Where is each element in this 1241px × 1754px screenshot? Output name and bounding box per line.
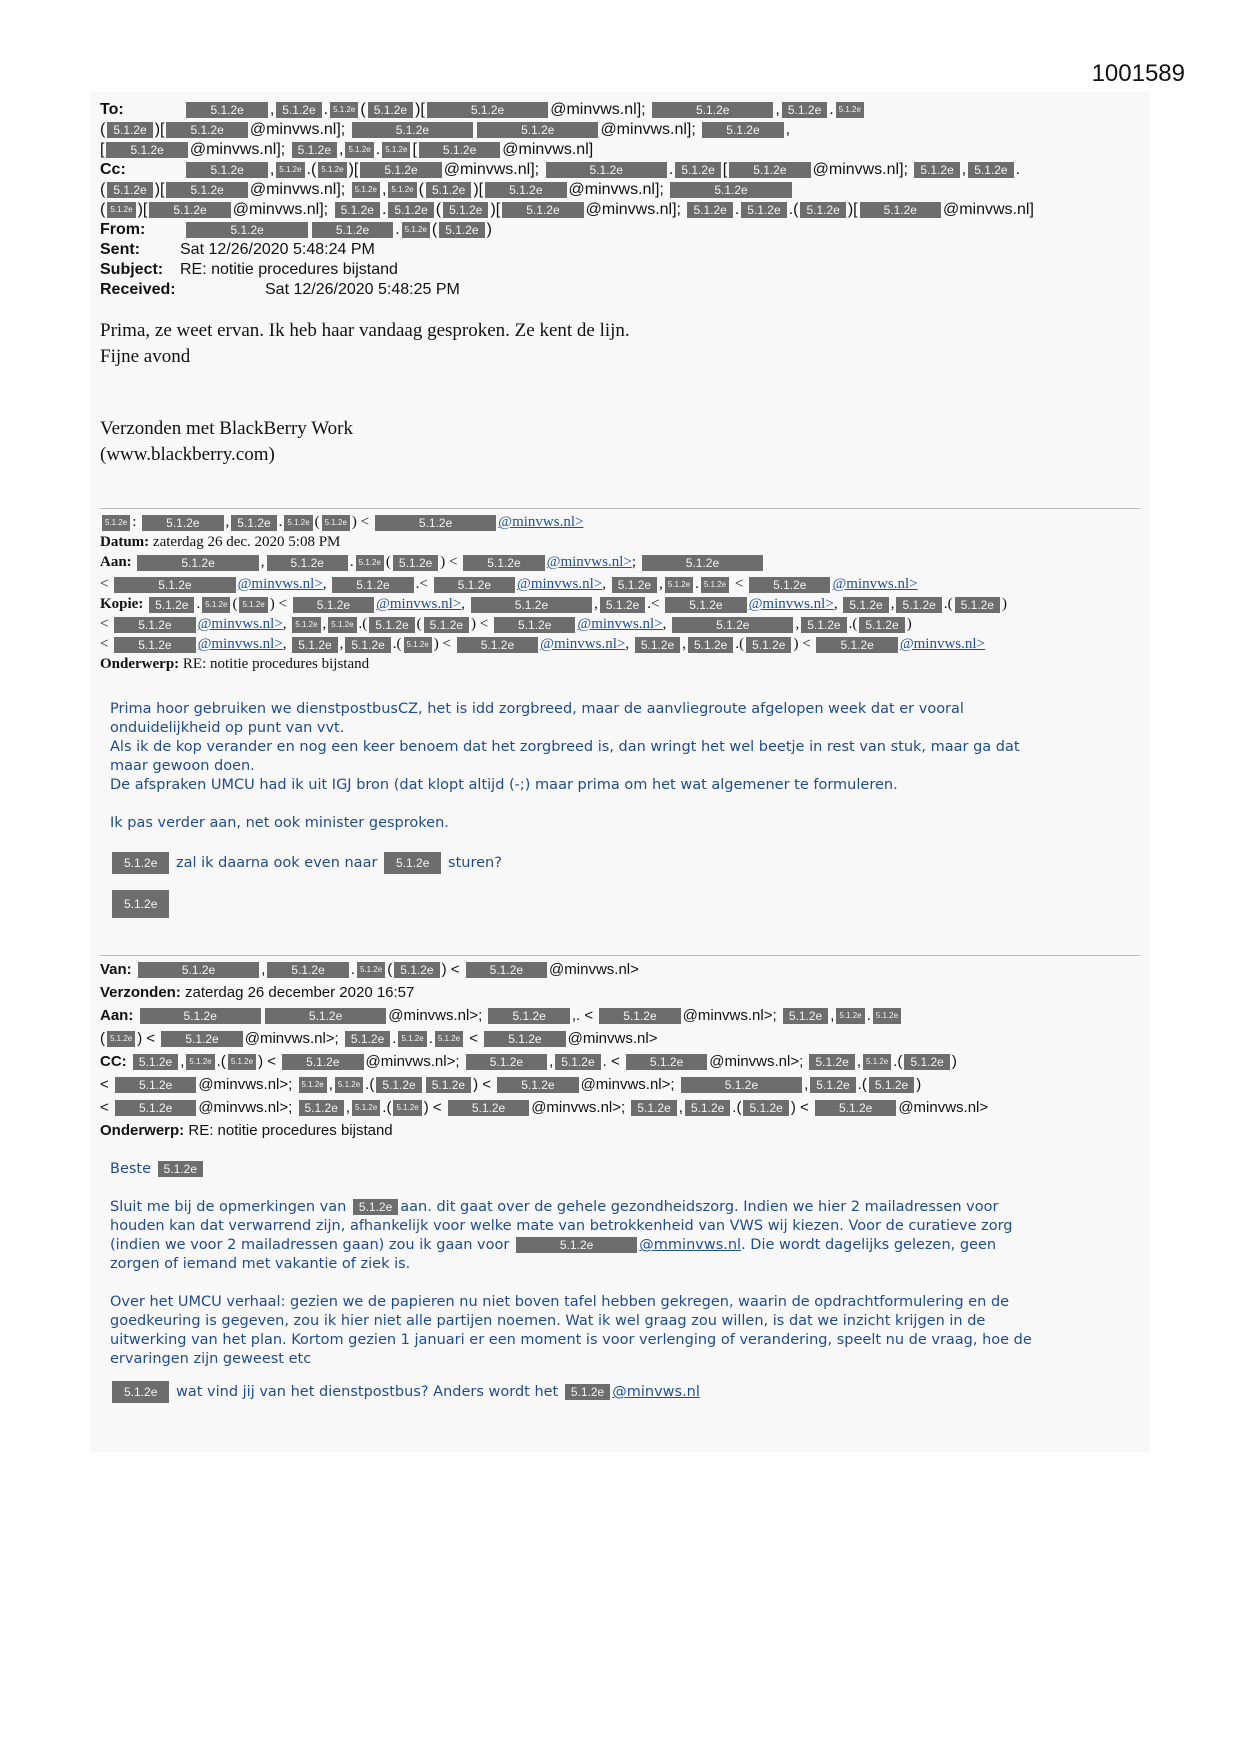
redaction: 5.1.2e xyxy=(800,202,845,218)
signature xyxy=(100,416,353,468)
redaction: 5.1.2e xyxy=(801,617,846,633)
email-domain: @minvws.nl xyxy=(365,1053,447,1070)
email-domain: @minvws.nl xyxy=(942,201,1030,218)
redaction: 5.1.2e xyxy=(138,962,259,978)
onderwerp-label: Onderwerp: xyxy=(100,656,180,672)
redaction: 5.1.2e xyxy=(896,597,941,613)
email-link[interactable]: @minvws.nl> xyxy=(748,596,834,612)
redaction: 5.1.2e xyxy=(484,1031,565,1047)
message-line: Prima, ze weet ervan. Ik heb haar vandaag gesproken. Ze kent de lijn. xyxy=(100,320,630,341)
redaction: 5.1.2e xyxy=(312,222,393,238)
van-email: @minvws.nl> xyxy=(549,961,639,978)
redaction: 5.1.2e xyxy=(332,577,413,593)
kopie-line: Kopie: 5.1.2e . 5.1.2e ( 5.1.2e ) < 5.1.2e @minvws.nl>, 5.1.2e , 5.1.2e .< 5.1.2e @minvws.nl>, 5.1.2e , 5.1.2e .( 5.1.2e ) xyxy=(100,596,1007,612)
redaction: 5.1.2e xyxy=(115,1100,196,1116)
cc-line-3: < 5.1.2e @minvws.nl>; 5.1.2e , 5.1.2e .( 5.1.2e ) < 5.1.2e @minvws.nl>; 5.1.2e , 5.1.2e .( 5.1.2e ) < 5.1.2e @minvws.nl> xyxy=(100,1099,989,1116)
redaction: 5.1.2e xyxy=(477,122,598,138)
redaction: 5.1.2e xyxy=(393,555,438,571)
datum-line xyxy=(100,532,340,552)
aan-label: Aan: xyxy=(100,1007,134,1024)
redaction: 5.1.2e xyxy=(382,142,410,158)
redaction: 5.1.2e xyxy=(186,162,267,178)
aan-line: Aan: 5.1.2e 5.1.2e @minvws.nl>; 5.1.2e ,. < 5.1.2e @minvws.nl>; 5.1.2e , 5.1.2e . 5.1.2e xyxy=(100,1006,903,1026)
van-label: Van: xyxy=(100,961,132,978)
redaction-signature: 5.1.2e xyxy=(112,890,169,918)
to-line-3: [ 5.1.2e @minvws.nl]; 5.1.2e , 5.1.2e . 5.1.2e [ 5.1.2e @minvws.nl] xyxy=(100,141,594,158)
redaction: 5.1.2e xyxy=(107,122,152,138)
redaction: 5.1.2e xyxy=(687,202,732,218)
redaction: 5.1.2e xyxy=(914,162,959,178)
redaction: 5.1.2e xyxy=(873,1008,901,1024)
redaction: 5.1.2e xyxy=(843,597,888,613)
body-line xyxy=(110,1236,1130,1255)
redaction: 5.1.2e xyxy=(299,1100,344,1116)
datum-label: Datum: xyxy=(100,534,150,550)
redaction: 5.1.2e xyxy=(284,515,312,531)
email-link[interactable]: @minvws.nl> xyxy=(899,636,986,652)
body-line xyxy=(110,1381,1130,1403)
redaction: 5.1.2e xyxy=(565,1384,610,1400)
redaction: 5.1.2e xyxy=(665,597,746,613)
greeting-line xyxy=(110,1160,1130,1179)
email-link[interactable]: @minvws.nl> xyxy=(197,616,283,632)
email-link[interactable]: @minvws.nl> xyxy=(237,576,323,592)
kopie-line-3: < 5.1.2e @minvws.nl>, 5.1.2e , 5.1.2e .( 5.1.2e ) < 5.1.2e @minvws.nl>, 5.1.2e , 5.1.2e .( 5.1.2e ) < 5.1.2e @minvws.nl> xyxy=(100,636,986,652)
email-domain: @minvws.nl xyxy=(198,1099,280,1116)
redaction: 5.1.2e xyxy=(107,182,152,198)
redaction: 5.1.2e xyxy=(743,1100,788,1116)
body-line: goedkeuring is gegeven, zou ik hier niet alle partijen noemen. Wat ik wel graag zou willen, is dat we inzicht krijgen in de xyxy=(110,1313,986,1329)
redaction: 5.1.2e xyxy=(741,202,786,218)
redaction: 5.1.2e xyxy=(665,577,693,593)
redaction: 5.1.2e xyxy=(448,1100,529,1116)
redaction: 5.1.2e xyxy=(276,102,321,118)
redaction: 5.1.2e xyxy=(114,617,195,633)
redaction: 5.1.2e xyxy=(265,1008,386,1024)
cc-line-2: ( 5.1.2e )[ 5.1.2e @minvws.nl]; 5.1.2e , 5.1.2e ( 5.1.2e )[ 5.1.2e @minvws.nl]; 5.1.2e xyxy=(100,180,794,200)
redaction: 5.1.2e xyxy=(356,555,384,571)
email-domain: @minvws.nl xyxy=(443,161,531,178)
cc-label: Cc: xyxy=(100,161,126,178)
redaction: 5.1.2e xyxy=(466,1054,547,1070)
redaction: 5.1.2e xyxy=(186,222,307,238)
redaction: 5.1.2e xyxy=(810,1077,855,1093)
body-line: maar gewoon doen. xyxy=(110,758,255,774)
redaction: 5.1.2e xyxy=(681,1077,802,1093)
email-domain: @minvws.nl xyxy=(198,1076,280,1093)
redaction: 5.1.2e xyxy=(293,597,374,613)
redaction: 5.1.2e xyxy=(292,617,320,633)
email-link[interactable]: @minvws.nl> xyxy=(832,576,918,592)
email-domain: @minvws.nl xyxy=(682,1007,764,1024)
cc-line: CC: 5.1.2e , 5.1.2e .( 5.1.2e ) < 5.1.2e @minvws.nl>; 5.1.2e , 5.1.2e . < 5.1.2e @minvws.nl>; 5.1.2e , 5.1.2e .( 5.1.2e ) xyxy=(100,1053,957,1070)
redaction: 5.1.2e xyxy=(267,962,348,978)
redaction: 5.1.2e xyxy=(186,102,267,118)
redaction: 5.1.2e xyxy=(631,1100,676,1116)
email-domain: @minvws.nl xyxy=(249,121,337,138)
body-text: sturen? xyxy=(448,855,502,871)
email-link[interactable]: @minvws.nl> xyxy=(577,616,663,632)
redaction: 5.1.2e xyxy=(816,637,897,653)
redaction: 5.1.2e xyxy=(394,962,439,978)
redaction: 5.1.2e xyxy=(729,162,810,178)
email-domain: @minvws.nl xyxy=(585,201,673,218)
signature-line: (www.blackberry.com) xyxy=(100,444,275,465)
redaction: 5.1.2e xyxy=(968,162,1013,178)
redaction: 5.1.2e xyxy=(457,637,538,653)
redaction: 5.1.2e xyxy=(107,1031,135,1047)
body-text: zal ik daarna ook even naar xyxy=(175,855,378,871)
redaction: 5.1.2e xyxy=(142,515,223,531)
redaction: 5.1.2e xyxy=(114,577,235,593)
email-domain: @minvws.nl xyxy=(709,1053,791,1070)
signature-line: Verzonden met BlackBerry Work xyxy=(100,418,353,439)
body-line xyxy=(110,852,1130,874)
redaction: 5.1.2e xyxy=(497,1077,578,1093)
redaction: 5.1.2e xyxy=(869,1077,914,1093)
redaction: 5.1.2e xyxy=(488,1008,569,1024)
redaction: 5.1.2e xyxy=(166,182,247,198)
body-line xyxy=(110,1198,1130,1217)
redaction: 5.1.2e xyxy=(471,597,592,613)
redaction: 5.1.2e xyxy=(345,1031,390,1047)
redaction: 5.1.2e xyxy=(106,142,187,158)
redaction: 5.1.2e xyxy=(369,617,414,633)
subject-line xyxy=(100,260,398,280)
redaction: 5.1.2e xyxy=(612,577,657,593)
redaction: 5.1.2e xyxy=(133,1054,178,1070)
redaction: 5.1.2e xyxy=(600,597,645,613)
email-domain: @minvws.nl xyxy=(244,1030,326,1047)
kopie-label: Kopie: xyxy=(100,596,144,612)
body-line: ervaringen zijn geweest etc xyxy=(110,1351,312,1367)
redaction: 5.1.2e xyxy=(782,102,827,118)
to-line: To: 5.1.2e , 5.1.2e . 5.1.2e ( 5.1.2e )[ 5.1.2e @minvws.nl]; 5.1.2e , 5.1.2e . 5.1.2e xyxy=(100,100,866,120)
redaction: 5.1.2e xyxy=(112,852,169,874)
redaction: 5.1.2e xyxy=(419,142,500,158)
redaction: 5.1.2e xyxy=(546,162,667,178)
redaction: 5.1.2e xyxy=(368,102,413,118)
redaction: 5.1.2e xyxy=(701,577,729,593)
redaction: 5.1.2e xyxy=(202,597,230,613)
redaction: 5.1.2e xyxy=(485,182,566,198)
received-line xyxy=(100,280,460,300)
email-domain: @minvws.nl xyxy=(232,201,320,218)
verzonden-label: Verzonden: xyxy=(100,984,181,1001)
redaction: 5.1.2e xyxy=(345,637,390,653)
received-value: Sat 12/26/2020 5:48:25 PM xyxy=(265,281,460,298)
email-domain: @minvws.nl xyxy=(249,181,337,198)
onderwerp-value: RE: notitie procedures bijstand xyxy=(182,656,370,672)
quoted-from-line: 5.1.2e : 5.1.2e , 5.1.2e . 5.1.2e ( 5.1.2e ) < 5.1.2e @minvws.nl> xyxy=(100,512,583,532)
redaction: 5.1.2e xyxy=(426,182,471,198)
aan-label: Aan: xyxy=(100,554,132,570)
from-line: From: 5.1.2e 5.1.2e . 5.1.2e ( 5.1.2e ) xyxy=(100,221,492,238)
from-label: From: xyxy=(100,221,146,238)
redaction: 5.1.2e xyxy=(398,1031,426,1047)
redaction: 5.1.2e xyxy=(688,637,733,653)
redaction: 5.1.2e xyxy=(685,1100,730,1116)
redaction: 5.1.2e xyxy=(107,202,135,218)
redaction: 5.1.2e xyxy=(626,1054,707,1070)
kopie-line-2: < 5.1.2e @minvws.nl>, 5.1.2e , 5.1.2e .( 5.1.2e ( 5.1.2e ) < 5.1.2e @minvws.nl>, 5.1.2e , 5.1.2e .( 5.1.2e ) xyxy=(100,616,912,632)
email-domain: @minvws.nl xyxy=(568,181,655,198)
redaction: 5.1.2e xyxy=(384,852,441,874)
email-link[interactable]: @minvws.nl> xyxy=(376,596,462,612)
redaction: 5.1.2e xyxy=(161,1031,242,1047)
onderwerp-value: RE: notitie procedures bijstand xyxy=(188,1122,393,1139)
datum-value: zaterdag 26 dec. 2020 5:08 PM xyxy=(152,534,341,550)
email-link[interactable]: @minvws.nl> xyxy=(197,636,283,652)
document-number: 1001589 xyxy=(1091,60,1185,87)
body-line: Ik pas verder aan, net ook minister gesproken. xyxy=(110,815,449,831)
redaction: 5.1.2e xyxy=(102,515,130,531)
redaction: 5.1.2e xyxy=(231,515,276,531)
sent-line xyxy=(100,240,375,260)
email-domain: @minvws.nl xyxy=(388,1007,470,1024)
cc-line-2: < 5.1.2e @minvws.nl>; 5.1.2e , 5.1.2e .( 5.1.2e 5.1.2e ) < 5.1.2e @minvws.nl>; 5.1.2e , 5.1.2e .( 5.1.2e ) xyxy=(100,1076,922,1093)
email-domain: @minvws.nl xyxy=(531,1099,613,1116)
aan-line: Aan: 5.1.2e , 5.1.2e . 5.1.2e ( 5.1.2e ) < 5.1.2e @minvws.nl>; 5.1.2e xyxy=(100,552,765,572)
body-line: Als ik de kop verander en nog een keer benoem dat het zorgbreed is, dan wringt het wel beetje in rest van stuk, maar ga dat xyxy=(110,739,1020,755)
redaction: 5.1.2e xyxy=(267,555,348,571)
body-line: Over het UMCU verhaal: gezien we de papieren nu niet boven tafel hebben gekregen, waarin de opdrachtformulering en de xyxy=(110,1294,1010,1310)
redaction: 5.1.2e xyxy=(393,1100,421,1116)
body-text: aan. dit gaat over de gehele gezondheidszorg. Indien we hier 2 mailadressen voor xyxy=(400,1199,999,1215)
redaction: 5.1.2e xyxy=(702,122,783,138)
redaction: 5.1.2e xyxy=(149,597,194,613)
redaction: 5.1.2e xyxy=(516,1237,637,1253)
redaction: 5.1.2e xyxy=(318,162,346,178)
redaction: 5.1.2e xyxy=(352,1100,380,1116)
redaction: 5.1.2e xyxy=(836,1008,864,1024)
body-text: Sluit me bij de opmerkingen van xyxy=(110,1199,347,1215)
subject-value: RE: notitie procedures bijstand xyxy=(180,261,398,278)
email-link[interactable]: @minvws.nl> xyxy=(498,514,584,530)
redaction: 5.1.2e xyxy=(863,1054,891,1070)
redaction: 5.1.2e xyxy=(749,577,830,593)
redaction: 5.1.2e xyxy=(330,102,358,118)
message-body xyxy=(100,318,630,370)
redaction: 5.1.2e xyxy=(435,1031,463,1047)
redaction: 5.1.2e xyxy=(439,222,484,238)
redaction: 5.1.2e xyxy=(746,637,791,653)
body-line: De afspraken UMCU had ik uit IGJ bron (dat klopt altijd (-;) maar prima om het wat algemener te formuleren. xyxy=(110,777,898,793)
email-domain: @minvws.nl xyxy=(189,141,277,158)
divider xyxy=(100,955,1140,956)
body-line: uitwerking van het plan. Kortom gezien 1 januari er een moment is voor verlenging of verandering, speelt nu de vraag, hoe de xyxy=(110,1332,1032,1348)
body-text: (indien we voor 2 mailadressen gaan) zou ik gaan voor xyxy=(110,1237,510,1253)
redaction: 5.1.2e xyxy=(335,202,380,218)
body-line: zorgen of iemand met vakantie of ziek is. xyxy=(110,1256,411,1272)
redaction: 5.1.2e xyxy=(859,617,904,633)
email-link[interactable]: @mminvws.nl xyxy=(639,1237,742,1253)
body-text: wat vind jij van het dienstpostbus? Anders wordt het xyxy=(175,1384,559,1400)
redaction: 5.1.2e xyxy=(955,597,1000,613)
redaction: 5.1.2e xyxy=(494,617,575,633)
redaction: 5.1.2e xyxy=(463,555,544,571)
redaction: 5.1.2e xyxy=(424,617,469,633)
email-domain: @minvws.nl xyxy=(550,101,637,118)
body-line: Prima hoor gebruiken we dienstpostbusCZ, het is idd zorgbreed, maar de aanvliegroute afgelopen week dat er vooral xyxy=(110,701,964,717)
redaction: 5.1.2e xyxy=(672,617,793,633)
redaction: 5.1.2e xyxy=(140,1008,261,1024)
to-label: To: xyxy=(100,101,124,118)
onderwerp-line xyxy=(100,654,369,674)
aan-line-2: < 5.1.2e @minvws.nl>, 5.1.2e .< 5.1.2e @minvws.nl>, 5.1.2e , 5.1.2e . 5.1.2e < 5.1.2e @minvws.nl> xyxy=(100,576,918,592)
redaction: 5.1.2e xyxy=(434,577,515,593)
redaction: 5.1.2e xyxy=(635,637,680,653)
redaction: 5.1.2e xyxy=(328,617,356,633)
redaction: 5.1.2e xyxy=(402,222,430,238)
email-domain: @minvws.nl xyxy=(600,121,687,138)
redaction: 5.1.2e xyxy=(376,1077,421,1093)
email-link[interactable]: @minvws.nl> xyxy=(546,554,632,570)
redaction: 5.1.2e xyxy=(388,182,416,198)
redaction: 5.1.2e xyxy=(299,1077,327,1093)
received-label: Received: xyxy=(100,281,176,298)
redaction: 5.1.2e xyxy=(466,962,547,978)
email-link[interactable]: @minvws.nl> xyxy=(517,576,603,592)
redaction: 5.1.2e xyxy=(239,597,267,613)
sent-value: Sat 12/26/2020 5:48:24 PM xyxy=(180,241,375,258)
email-domain: @minvws.nl xyxy=(812,161,900,178)
email-domain: @minvws.nl xyxy=(898,1099,980,1116)
onderwerp-label: Onderwerp: xyxy=(100,1122,185,1139)
greeting: Beste xyxy=(110,1161,152,1177)
body-line: houden kan dat verwarrend zijn, afhankelijk voor welke mate van betrokkenheid van VWS wij kiezen. Voor de curatieve zorg xyxy=(110,1218,1013,1234)
email-domain: @minvws.nl xyxy=(567,1030,649,1047)
redaction: 5.1.2e xyxy=(114,637,195,653)
redaction: 5.1.2e xyxy=(322,515,350,531)
redaction: 5.1.2e xyxy=(443,202,488,218)
email-domain: @minvws.nl xyxy=(502,141,589,158)
cc-label: CC: xyxy=(100,1053,127,1070)
email-domain: @minvws.nl xyxy=(580,1076,662,1093)
redaction: 5.1.2e xyxy=(904,1054,949,1070)
redaction: 5.1.2e xyxy=(186,1054,214,1070)
redaction: 5.1.2e xyxy=(166,122,247,138)
subject-label: Subject: xyxy=(100,261,164,278)
to-line-2: ( 5.1.2e )[ 5.1.2e @minvws.nl]; 5.1.2e 5.1.2e @minvws.nl]; 5.1.2e , xyxy=(100,121,791,138)
quoted2-body xyxy=(110,1160,1130,1403)
redaction: 5.1.2e xyxy=(404,637,432,653)
divider xyxy=(100,508,1140,509)
redaction: 5.1.2e xyxy=(137,555,258,571)
redaction: 5.1.2e xyxy=(652,102,773,118)
redaction: 5.1.2e xyxy=(149,202,230,218)
cc-line-3: ( 5.1.2e )[ 5.1.2e @minvws.nl]; 5.1.2e . 5.1.2e ( 5.1.2e )[ 5.1.2e @minvws.nl]; 5.1.2e . 5.1.2e .( 5.1.2e )[ 5.1.2e @minvws.nl] xyxy=(100,201,1034,218)
redaction: 5.1.2e xyxy=(836,102,864,118)
redaction: 5.1.2e xyxy=(112,1381,169,1403)
redaction: 5.1.2e xyxy=(292,142,337,158)
body-line: onduidelijkheid op punt van vvt. xyxy=(110,720,345,736)
redaction: 5.1.2e xyxy=(158,1161,203,1177)
verzonden-value: zaterdag 26 december 2020 16:57 xyxy=(185,984,415,1001)
redaction: 5.1.2e xyxy=(670,182,791,198)
redaction: 5.1.2e xyxy=(783,1008,828,1024)
body-text: . Die wordt dagelijks gelezen, geen xyxy=(741,1237,997,1253)
verzonden-line xyxy=(100,983,414,1003)
redaction: 5.1.2e xyxy=(502,202,583,218)
redaction: 5.1.2e xyxy=(292,637,337,653)
redaction: 5.1.2e xyxy=(353,1199,398,1215)
redaction: 5.1.2e xyxy=(357,962,385,978)
sent-label: Sent: xyxy=(100,241,140,258)
message-line: Fijne avond xyxy=(100,346,191,367)
redaction: 5.1.2e xyxy=(388,202,433,218)
redaction: 5.1.2e xyxy=(375,515,496,531)
redaction: 5.1.2e xyxy=(426,1077,471,1093)
redaction: 5.1.2e xyxy=(675,162,720,178)
onderwerp-line xyxy=(100,1121,393,1141)
redaction: 5.1.2e xyxy=(360,162,441,178)
redaction: 5.1.2e xyxy=(345,142,373,158)
cc-line: Cc: 5.1.2e , 5.1.2e .( 5.1.2e )[ 5.1.2e @minvws.nl]; 5.1.2e . 5.1.2e [ 5.1.2e @minvws.nl]; 5.1.2e , 5.1.2e . xyxy=(100,161,1021,178)
aan-line-2: ( 5.1.2e ) < 5.1.2e @minvws.nl>; 5.1.2e . 5.1.2e . 5.1.2e < 5.1.2e @minvws.nl> xyxy=(100,1030,658,1047)
redaction: 5.1.2e xyxy=(860,202,941,218)
redaction: 5.1.2e xyxy=(282,1054,363,1070)
redaction: 5.1.2e xyxy=(555,1054,600,1070)
redaction: 5.1.2e xyxy=(427,102,548,118)
van-line: Van: 5.1.2e , 5.1.2e . 5.1.2e ( 5.1.2e ) < 5.1.2e @minvws.nl> xyxy=(100,961,639,978)
redaction: 5.1.2e xyxy=(352,122,473,138)
redaction: 5.1.2e xyxy=(352,182,380,198)
redaction: 5.1.2e xyxy=(642,555,763,571)
email-link[interactable]: @minvws.nl xyxy=(612,1384,700,1400)
redaction: 5.1.2e xyxy=(599,1008,680,1024)
redaction: 5.1.2e xyxy=(115,1077,196,1093)
email-link[interactable]: @minvws.nl> xyxy=(540,636,626,652)
redaction: 5.1.2e xyxy=(335,1077,363,1093)
redaction: 5.1.2e xyxy=(228,1054,256,1070)
redaction: 5.1.2e xyxy=(815,1100,896,1116)
quoted1-body xyxy=(110,700,1130,918)
redaction: 5.1.2e xyxy=(809,1054,854,1070)
redaction: 5.1.2e xyxy=(276,162,304,178)
